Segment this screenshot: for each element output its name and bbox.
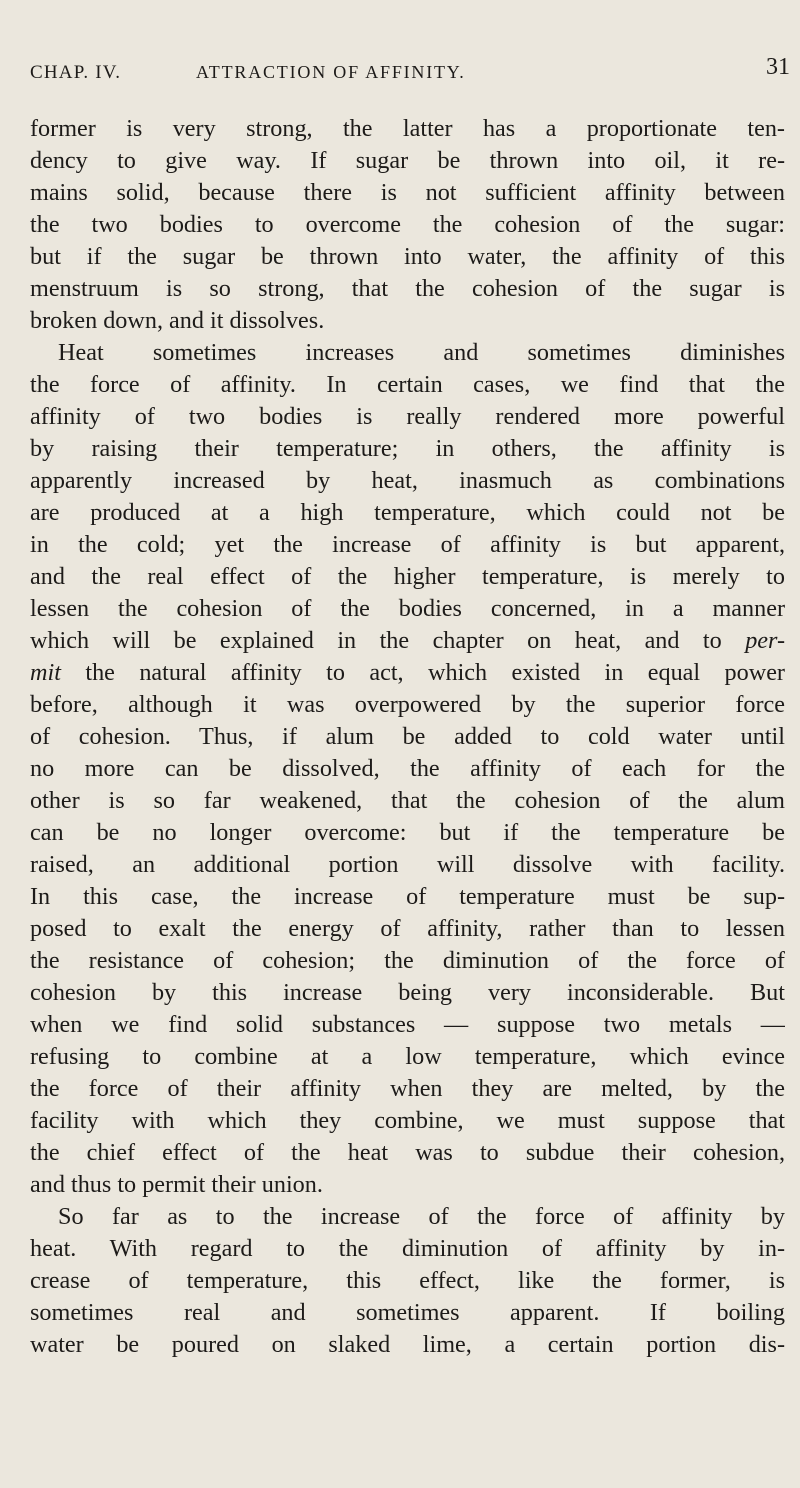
chapter-label: CHAP. IV.: [30, 62, 122, 83]
text-line: broken down, and it dissolves.: [30, 307, 325, 334]
text-line: mains solid, because there is not sufficient affinity between: [30, 179, 785, 206]
text-line: the two bodies to overcome the cohesion of the sugar:: [30, 211, 785, 238]
text-line: lessen the cohesion of the bodies concerned, in a manner: [30, 595, 785, 622]
text-line: heat. With regard to the diminution of affinity by in-: [30, 1235, 785, 1262]
text-line: apparently increased by heat, inasmuch as combinations: [30, 467, 785, 494]
page-number: 31: [766, 54, 790, 80]
text-line: but if the sugar be thrown into water, the affinity of this: [30, 243, 785, 270]
text-line: and thus to permit their union.: [30, 1171, 323, 1198]
italic-word: per-: [745, 627, 785, 654]
text-line: which will be explained in the chapter on heat, and to per-: [30, 627, 785, 654]
text-line: the resistance of cohesion; the diminution of the force of: [30, 947, 785, 974]
text-line: Heat sometimes increases and sometimes diminishes: [58, 339, 785, 366]
running-header: [30, 54, 790, 88]
text-line: the chief effect of the heat was to subdue their cohesion,: [30, 1139, 785, 1166]
text-line: cohesion by this increase being very inconsiderable. But: [30, 979, 785, 1006]
text-line: refusing to combine at a low temperature, which evince: [30, 1043, 785, 1070]
running-title: ATTRACTION OF AFFINITY.: [196, 62, 466, 82]
text-line: former is very strong, the latter has a proportionate ten-: [30, 115, 785, 142]
text-line: other is so far weakened, that the cohesion of the alum: [30, 787, 785, 814]
text-line: mit the natural affinity to act, which existed in equal power: [30, 659, 785, 686]
text-line: dency to give way. If sugar be thrown into oil, it re-: [30, 147, 785, 174]
text-line: affinity of two bodies is really rendered more powerful: [30, 403, 785, 430]
text-line: posed to exalt the energy of affinity, rather than to lessen: [30, 915, 785, 942]
text-line: and the real effect of the higher temperature, is merely to: [30, 563, 785, 590]
text-line: the force of their affinity when they are melted, by the: [30, 1075, 785, 1102]
text-line: before, although it was overpowered by the superior force: [30, 691, 785, 718]
text-line: in the cold; yet the increase of affinity is but apparent,: [30, 531, 785, 558]
text-line: raised, an additional portion will dissolve with facility.: [30, 851, 785, 878]
text-line: are produced at a high temperature, which could not be: [30, 499, 785, 526]
text-line: of cohesion. Thus, if alum be added to cold water until: [30, 723, 785, 750]
text-line: when we find solid substances — suppose two metals —: [30, 1011, 785, 1038]
italic-word: mit: [30, 659, 61, 686]
text-line: crease of temperature, this effect, like the former, is: [30, 1267, 785, 1294]
text-line: menstruum is so strong, that the cohesion of the sugar is: [30, 275, 785, 302]
text-line: sometimes real and sometimes apparent. If boiling: [30, 1299, 785, 1326]
text-line: water be poured on slaked lime, a certain portion dis-: [30, 1331, 785, 1358]
text-line: So far as to the increase of the force of affinity by: [58, 1203, 785, 1230]
text-line: no more can be dissolved, the affinity of each for the: [30, 755, 785, 782]
text-line: can be no longer overcome: but if the temperature be: [30, 819, 785, 846]
text-line: the force of affinity. In certain cases, we find that the: [30, 371, 785, 398]
text-line: facility with which they combine, we must suppose that: [30, 1107, 785, 1134]
text-line: by raising their temperature; in others, the affinity is: [30, 435, 785, 462]
text-line: In this case, the increase of temperature must be sup-: [30, 883, 785, 910]
